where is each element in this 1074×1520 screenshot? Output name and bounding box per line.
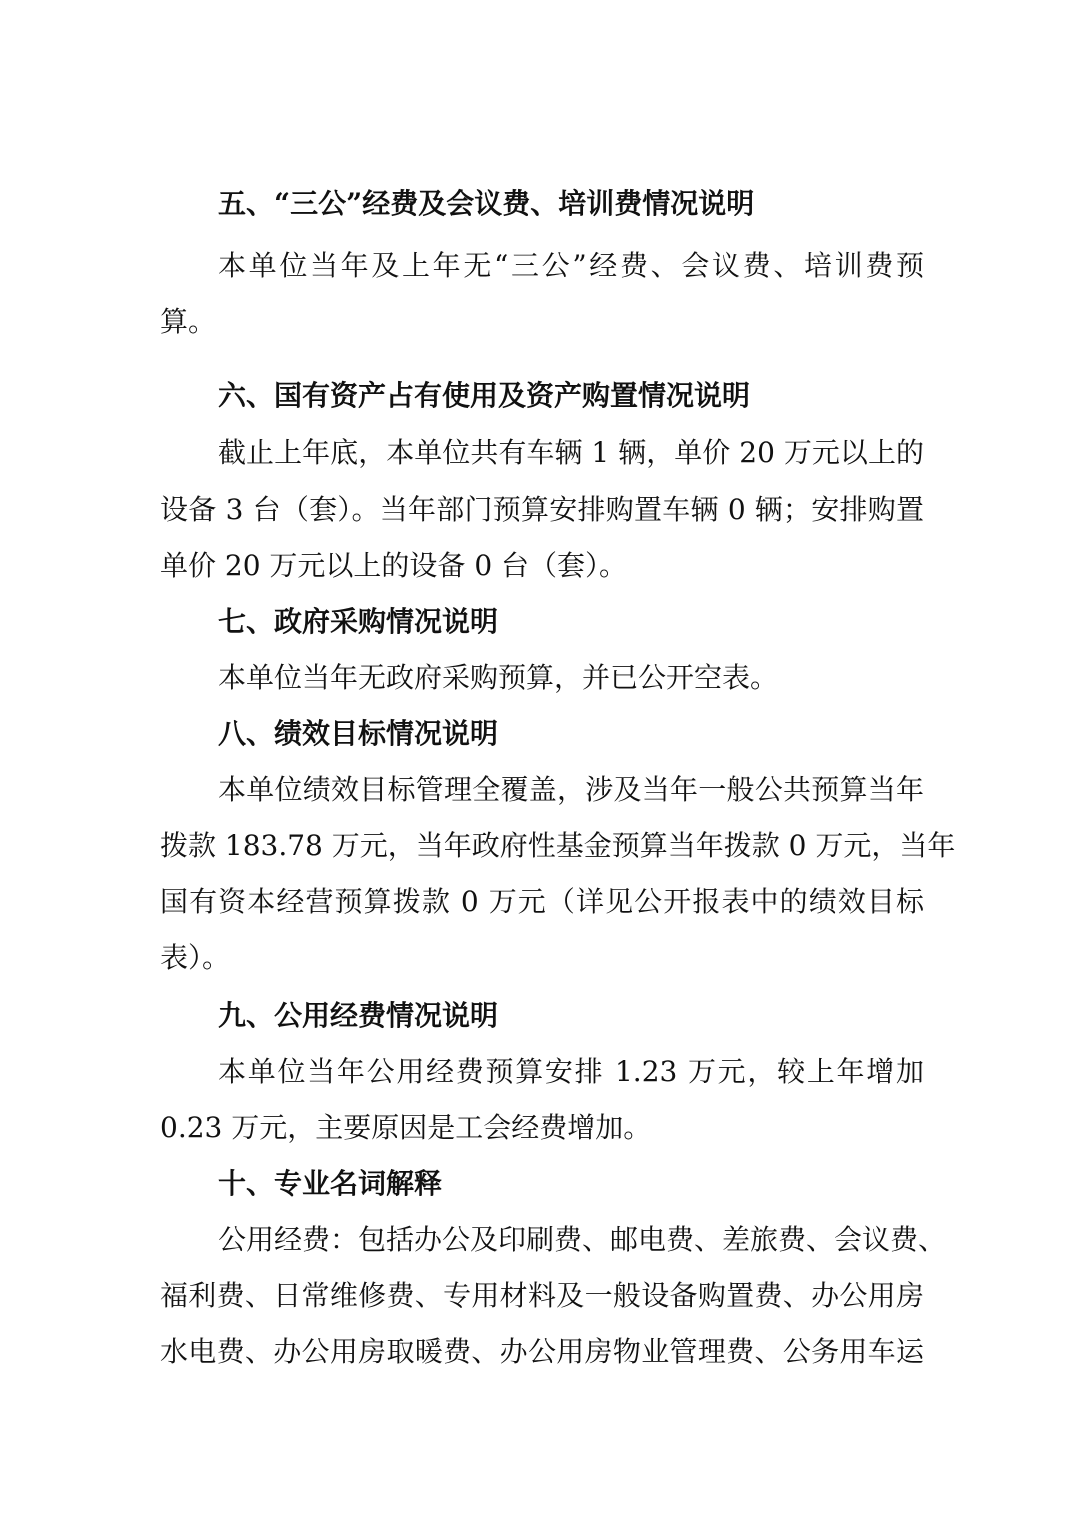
section-heading-9: 九、公用经费情况说明 [218, 999, 499, 1032]
paragraph-line: 国有资本经营预算拨款 0 万元（详见公开报表中的绩效目标 [160, 885, 924, 918]
paragraph-line: 设备 3 台（套）。当年部门预算安排购置车辆 0 辆；安排购置 [160, 493, 924, 526]
paragraph-line: 本单位当年公用经费预算安排 1.23 万元，较上年增加 [218, 1055, 924, 1088]
paragraph-line: 表）。 [160, 941, 231, 974]
paragraph-line: 本单位当年及上年无“三公”经费、会议费、培训费预 [218, 249, 924, 282]
paragraph-line: 0.23 万元，主要原因是工会经费增加。 [160, 1111, 652, 1144]
paragraph-line: 水电费、办公用房取暖费、办公用房物业管理费、公务用车运 [160, 1335, 924, 1368]
paragraph-line: 拨款 183.78 万元，当年政府性基金预算当年拨款 0 万元，当年 [160, 829, 956, 862]
paragraph-line: 截止上年底，本单位共有车辆 1 辆，单价 20 万元以上的 [218, 436, 924, 469]
section-heading-7: 七、政府采购情况说明 [218, 605, 499, 638]
paragraph-line: 单价 20 万元以上的设备 0 台（套）。 [160, 549, 628, 582]
paragraph-line: 本单位当年无政府采购预算，并已公开空表。 [218, 661, 779, 694]
section-heading-5: 五、“三公”经费及会议费、培训费情况说明 [218, 187, 755, 220]
paragraph-line: 福利费、日常维修费、专用材料及一般设备购置费、办公用房 [160, 1279, 924, 1312]
paragraph-line: 算。 [160, 305, 217, 338]
section-heading-8: 八、绩效目标情况说明 [218, 717, 499, 750]
paragraph-line: 公用经费：包括办公及印刷费、邮电费、差旅费、会议费、 [218, 1223, 947, 1256]
paragraph-line: 本单位绩效目标管理全覆盖，涉及当年一般公共预算当年 [218, 773, 924, 806]
section-heading-6: 六、国有资产占有使用及资产购置情况说明 [218, 379, 751, 412]
section-heading-10: 十、专业名词解释 [218, 1167, 443, 1200]
